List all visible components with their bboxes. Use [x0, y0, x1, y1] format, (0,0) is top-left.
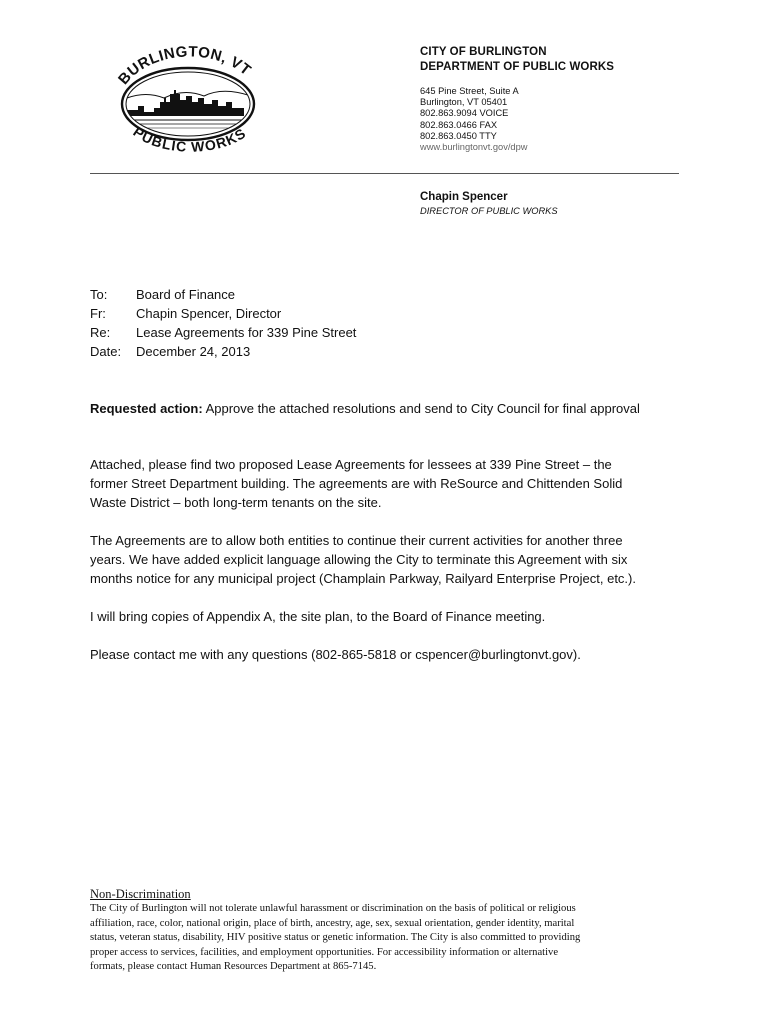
- phone-fax: 802.863.0466 FAX: [420, 119, 498, 130]
- memo-from-label: Fr:: [90, 306, 106, 321]
- footer-line: status, veteran status, disability, HIV positive status or genetic information. The City is also committed to providing: [90, 932, 581, 944]
- org-name-line1: CITY OF BURLINGTON: [420, 46, 547, 58]
- paragraph-contact: Please contact me with any questions (802-865-5818 or cspencer@burlingtonvt.gov).: [90, 647, 581, 662]
- memo-re-value: Lease Agreements for 339 Pine Street: [136, 325, 357, 340]
- address-line: Burlington, VT 05401: [420, 97, 508, 108]
- paragraph-line: former Street Department building. The agreements are with ReSource and Chittenden Solid: [90, 476, 623, 491]
- non-discrimination-footer: [90, 887, 690, 975]
- website-link[interactable]: www.burlingtonvt.gov/dpw: [420, 142, 528, 153]
- logo-bottom-text: PUBLIC WORKS: [130, 123, 249, 155]
- memo-date-row: [90, 342, 690, 361]
- director-name: Chapin Spencer: [420, 191, 508, 203]
- letterhead: [420, 45, 614, 153]
- public-works-seal-logo: [104, 42, 272, 160]
- memo-to-value: Board of Finance: [136, 287, 236, 302]
- memo-re-row: [90, 323, 690, 342]
- paragraph-line: Waste District – both long-term tenants on the site.: [90, 495, 382, 510]
- director-title: DIRECTOR OF PUBLIC WORKS: [420, 206, 558, 216]
- paragraph-agreement-terms: [90, 531, 690, 588]
- address-line: 645 Pine Street, Suite A: [420, 86, 519, 96]
- memo-header: [90, 285, 690, 361]
- org-name-line2: DEPARTMENT OF PUBLIC WORKS: [420, 61, 615, 73]
- memo-date-label: Date:: [90, 344, 122, 359]
- requested-action-label: Requested action:: [90, 401, 203, 416]
- paragraph-lease-agreements: [90, 455, 690, 512]
- phone-voice: 802.863.9094 VOICE: [420, 108, 509, 119]
- memo-to-label: To:: [90, 287, 108, 302]
- paragraph-line: years. We have added explicit language allowing the City to terminate this Agreement with six: [90, 552, 628, 567]
- footer-line: formats, please contact Human Resources Department at 865-7145.: [90, 961, 377, 973]
- footer-line: affiliation, race, color, national origin, place of birth, ancestry, age, sex, sexual orientation, gender identity, marital: [90, 917, 575, 929]
- director-block: [420, 190, 558, 217]
- header-divider: [90, 173, 679, 174]
- footer-text: [90, 902, 690, 975]
- requested-action-text: Approve the attached resolutions and send to City Council for final approval: [202, 401, 640, 416]
- requested-action: [90, 399, 690, 418]
- logo-top-text: BURLINGTON, VT: [115, 43, 255, 88]
- memo-date-value: December 24, 2013: [136, 344, 251, 359]
- memo-from-value: Chapin Spencer, Director: [136, 306, 282, 321]
- memo-from-row: [90, 304, 690, 323]
- footer-line: The City of Burlington will not tolerate unlawful harassment or discrimination on the basis of political or religious: [90, 903, 576, 914]
- footer-line: proper access to services, facilities, and employment opportunities. For accessibility information or alternative: [90, 946, 559, 958]
- memo-to-row: [90, 285, 690, 304]
- memo-re-label: Re:: [90, 325, 111, 340]
- paragraph-line: months notice for any municipal project (Champlain Parkway, Railyard Enterprise Project, etc.).: [90, 571, 636, 586]
- paragraph-appendix: I will bring copies of Appendix A, the site plan, to the Board of Finance meeting.: [90, 609, 546, 624]
- contact-block: [420, 86, 614, 153]
- paragraph-line: Attached, please find two proposed Lease Agreements for lessees at 339 Pine Street – the: [90, 457, 612, 472]
- paragraph-line: The Agreements are to allow both entities to continue their current activities for another three: [90, 533, 623, 548]
- footer-heading: Non-Discrimination: [90, 887, 191, 901]
- phone-tty: 802.863.0450 TTY: [420, 130, 497, 141]
